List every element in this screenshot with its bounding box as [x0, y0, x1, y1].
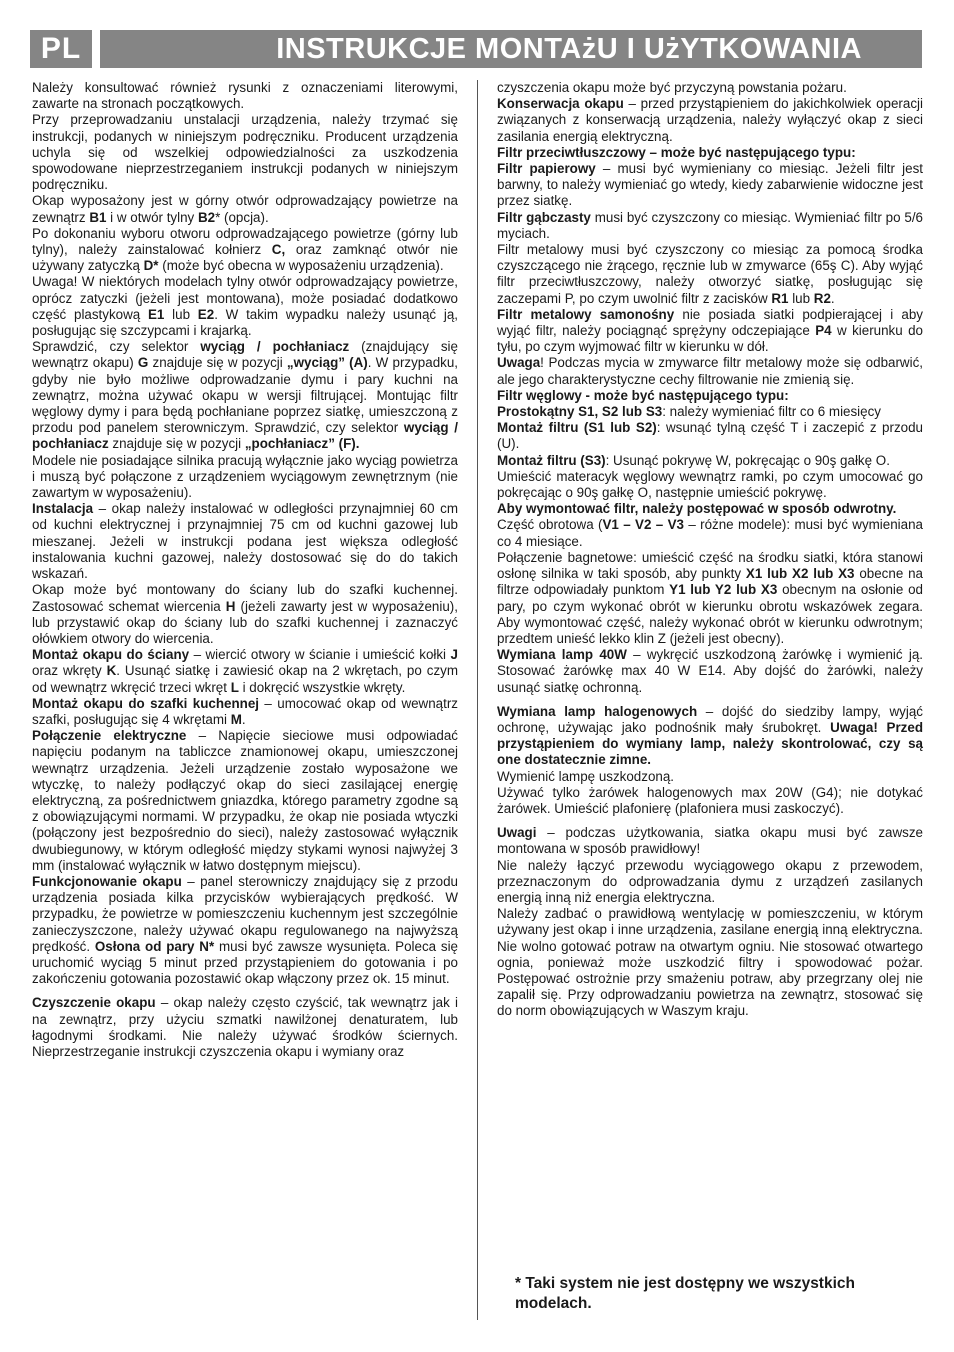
column-divider	[477, 80, 478, 1320]
cabinet-mounting-paragraph: Montaż okapu do szafki kuchennej – umocować okap od wewnątrz szafki, posługując się 4 wkrętami M.	[32, 695, 458, 727]
page-title: INSTRUKCJE MONTAżU I UżYTKOWANIA	[100, 30, 922, 68]
dishwasher-warning-paragraph: Uwaga! Podczas mycia w zmywarce filtr metalowy może się odbarwić, ale jego charakterystyczne cechy filtrowanie nie zmienią się.	[497, 355, 923, 387]
carbon-filter-heading: Filtr węglowy - może być następującego typu:	[497, 387, 789, 403]
rectangular-filter-paragraph: Prostokątny S1, S2 lub S3: należy wymieniać filtr co 6 miesięcy	[497, 404, 882, 420]
metal-filter-paragraph: Filtr metalowy musi być czyszczony co miesiąc za pomocą środka czyszczącego nie żrącego, ręcznie lub w zmywarce (65ş C). Aby wyjąć filtr przeciwtłuszczowy, należy otworzyć siatkę, posługując się zaczepami P, po czym uwolnić filtr z zacisków R1 lub R2.	[497, 242, 923, 306]
left-column	[32, 80, 458, 1060]
fire-risk-paragraph: czyszczenia okapu może być przyczyną powstania pożaru.	[497, 80, 847, 95]
outlet-paragraph: Okap wyposażony jest w górny otwór odprowadzający powietrze na zewnątrz B1 i w otwór tylny B2* (opcja).	[32, 193, 458, 225]
maintenance-paragraph: Konserwacja okapu – przed przystąpieniem do jakichkolwiek operacji związanych z konserwacją urządzenia, należy wyłączyć okap z sieci zasilania energią elektryczną.	[497, 96, 923, 144]
warning-plastic-paragraph: Uwaga! W niektórych modelach tylny otwór odprowadzający powietrze, oprócz zatyczki (jeżeli jest montowana), może posiadać dodatkowo część plastykową E1 lub E2. W takim wypadku należy usunąć ją, posługując się szczypcami i krajarką.	[32, 274, 458, 339]
operation-paragraph: Funkcjonowanie okapu – panel sterowniczy znajdujący się z przodu urządzenia posiada kilka przycisków wybierających prędkość. W przypadku, że powietrze w pomieszczeniu kuchennym jest szczególnie zanieczyszczone, należy używać okapu regulowanego na najwyższą prędkość. Osłona od pary N* musi być zawsze wysunięta. Poleca się uruchomić wyciąg 5 minut przed przystąpieniem do gotowania i po zakończeniu gotowania pozostawić okap włączony przez ok. 15 minut.	[32, 873, 459, 987]
halogen-lamp-paragraph: Wymiana lamp halogenowych – dojść do siedziby lampy, wyjąć ochronę, używając jako podnośnik mały śrubokręt. Uwaga! Przed przystąpieniem do wymiany lamp, należy skontrolować, czy są one dostatecznie zimne.	[497, 703, 923, 768]
grease-filter-heading: Filtr przeciwtłuszczowy – może być następującego typu:	[497, 144, 856, 160]
selector-paragraph: Sprawdzić, czy selektor wyciąg / pochłaniacz (znajdujący się wewnątrz okapu) G znajduje się w pozycji „wyciąg” (A). W przypadku, gdyby nie było możliwe odprowadzanie dymu i pary kuchni na zewnątrz, można używać okapu w wersji filtrującej. Montując filtr węglowy dymy i para będą pochłaniane poprzez siatkę, umieszczoną z przodu pod panelem sterowniczym. Sprawdzić, czy selektor wyciąg / pochłaniacz znajduje się w pozycji „pochłaniacz” (F).	[32, 339, 459, 452]
carbon-mat-paragraph: Umieścić materacyk węglowy wewnątrz ramki, po czym umocować go pokręcając o 90ş gałkę O, następnie umieścić pokrywę.	[497, 468, 923, 501]
duct-paragraph: Nie należy łączyć przewodu wyciągowego okapu z przewodem, przeznaczonym do odprowadzania dymu z urządzeń zasilanych energią inną niż energia elektryczna.	[497, 857, 923, 905]
mounting-paragraph: Okap może być montowany do ściany lub do szafki kuchennej. Zastosować schemat wiercenia H (jeżeli zawarty jest w wyposażeniu), lub przystawić okap do ściany lub do szafki kuchennej i zaznaczyć ołówkiem otwory do wiercenia.	[32, 582, 458, 646]
cleaning-paragraph: Czyszczenie okapu – okap należy często czyścić, tak wewnątrz jak i na zewnątrz, przy użyciu szmatki nawilżonej denaturatem, lub łagodnymi środkami. Nie należy używać środków ściernych. Nieprzestrzeganie instrukcji czyszczenia okapu i wymiany oraz	[32, 995, 459, 1059]
filter-s1-s2-paragraph: Montaż filtru (S1 lub S2): wsunąć tylną część T i zaczepić z przodu (U).	[497, 420, 923, 452]
flange-paragraph: Po dokonaniu wyboru otworu odprowadzającego powietrze (górny lub tylny), należy zainstalować kołnierz C, oraz zamknąć otwór nie używany zatyczką D* (może być obecna w wyposażeniu urządzenia).	[32, 225, 458, 274]
filter-s3-paragraph: Montaż filtru (S3): Usunąć pokrywę W, pokręcając o 90ş gałkę O.	[497, 452, 890, 468]
motorless-paragraph: Modele nie posiadające silnika pracują wyłącznie jako wyciąg powietrza i muszą być połączone z urządzeniem wyciągowym zewnętrznym (nie zawartym w wyposażeniu).	[32, 452, 458, 501]
ventilation-paragraph: Należy zadbać o prawidłową wentylację w pomieszczeniu, w którym używany jest okap i inne urządzenia, zasilane energią inną elektryczna. Nie wolno gotować potraw na otwartym ogniu. Nie stosować otwartego ognia, ponieważ może uszkodzić filtry i spowodować pożar. Postępować ostrożnie przy smażeniu potraw, aby przegrzany olej nie zapalił się. Przy odprowadzaniu powietrza na zewnątrz, stosować się do norm obowiązujących w Waszym kraju.	[497, 906, 923, 1019]
lamp-40w-paragraph: Wymiana lamp 40W – wykręcić uszkodzoną żarówkę i wymienić ją. Stosować żarówkę max 40 W E14. Aby dojść do żarówki, należy usunąć siatkę ochronną.	[497, 647, 923, 695]
halogen-bulbs-paragraph: Używać tylko żarówek halogenowych max 20W (G4); nie dotykać żarówek. Umieścić plafonierę (plafoniera musi zaskoczyć).	[497, 784, 923, 816]
language-badge: PL	[30, 30, 92, 68]
electrical-paragraph: Połączenie elektryczne – Napięcie sieciowe musi odpowiadać napięciu podanym na tabliczce znamionowej okapu, umieszczonej wewnątrz urządzenia. Jeżeli urządzenie zostało wyposażone we wtyczkę, to należy podłączyć okap do sieci zasilającej energię elektryczną, za pośrednictwem gniazdka, którego parametry zgodne są z obowiązującymi normami. W przypadku, że okap nie posiada wtyczki (połączony jest bezpośrednio do sieci), należy zastosować wyłącznik dwubiegunowy, w którym odległość między stykami wynosi najwyżej 3 mm (instalować wyłącznik w łatwo dostępnym miejscu).	[32, 728, 459, 873]
self-supporting-filter-paragraph: Filtr metalowy samonośny nie posiada siatki podpierającej i aby wyjąć filtr, należy pociągnąć sprężyny odczepiające P4 w kierunku do tyłu, po czym wyjmować filtr w kierunku w dół.	[497, 306, 923, 355]
instructions-paragraph: Przy przeprowadzaniu unstalacji urządzenia, należy trzymać się instrukcji, podanych w niniejszym podręczniku. Producent urządzenia uchyla się od wszelkiej odpowiedzialności za uszkodzenia spowodowane nieprzestrzeganiem instrukcji podanych w niniejszym podręczniku.	[32, 112, 458, 193]
sponge-filter-paragraph: Filtr gąbczasty musi być czyszczony co miesiąc. Wymieniać filtr po 5/6 myciach.	[497, 209, 923, 241]
rotary-part-paragraph: Część obrotowa (V1 – V2 – V3 – różne modele): musi być wymieniana co 4 miesiące.	[497, 517, 923, 549]
paper-filter-paragraph: Filtr papierowy – musi być wymieniany co miesiąc. Jeżeli filtr jest barwny, to należy wymieniać go wtedy, kiedy zabarwienie widoczne jest przez siatkę.	[497, 161, 923, 209]
installation-paragraph: Instalacja – okap należy instalować w odległości przynajmniej 60 cm od kuchni elektrycznej i przynajmniej 75 cm od kuchni gazowej lub mieszanej. Jeżeli w instrukcji podana jest większa odległość instalowania kuchni gazowej, należy dostosować się do do takich wskazań.	[32, 501, 458, 582]
replace-lamp-paragraph: Wymienić lampę uszkodzoną.	[497, 768, 675, 784]
notes-paragraph: Uwagi – podczas użytkowania, siatka okapu musi być zawsze montowana w sposób prawidłowy!	[497, 825, 923, 857]
bayonet-paragraph: Połączenie bagnetowe: umieścić część na środku siatki, która stanowi osłonę silnika w taki sposób, aby punkty X1 lub X2 lub X3 obecne na filtrze odpowiadały punktom Y1 lub Y2 lub X3 obecnym na osłonie od pary, po czym wykonać obrót w kierunku obrotu wskazówek zegara. Aby wymontować część, należy wykonać obrót w kierunku odwrotnym; przedtem unieść lekko klin Z (jeżeli jest obecny).	[497, 549, 923, 646]
footnote: * Taki system nie jest dostępny we wszystkich modelach.	[515, 1275, 855, 1312]
wall-mounting-paragraph: Montaż okapu do ściany – wiercić otwory w ścianie i umieścić kołki J oraz wkręty K. Usunąć siatkę i zawiesić okap na 2 wkrętach, po czym od wewnątrz wkręcić trzeci wkręt L i dokręcić wszystkie wkręty.	[32, 647, 458, 695]
right-column	[497, 80, 923, 1020]
intro-paragraph: Należy konsultować również rysunki z oznaczeniami literowymi, zawarte na stronach początkowych.	[32, 80, 458, 112]
filter-removal-paragraph: Aby wymontować filtr, należy postępować w sposób odwrotny.	[497, 501, 897, 517]
page-header	[30, 30, 922, 68]
